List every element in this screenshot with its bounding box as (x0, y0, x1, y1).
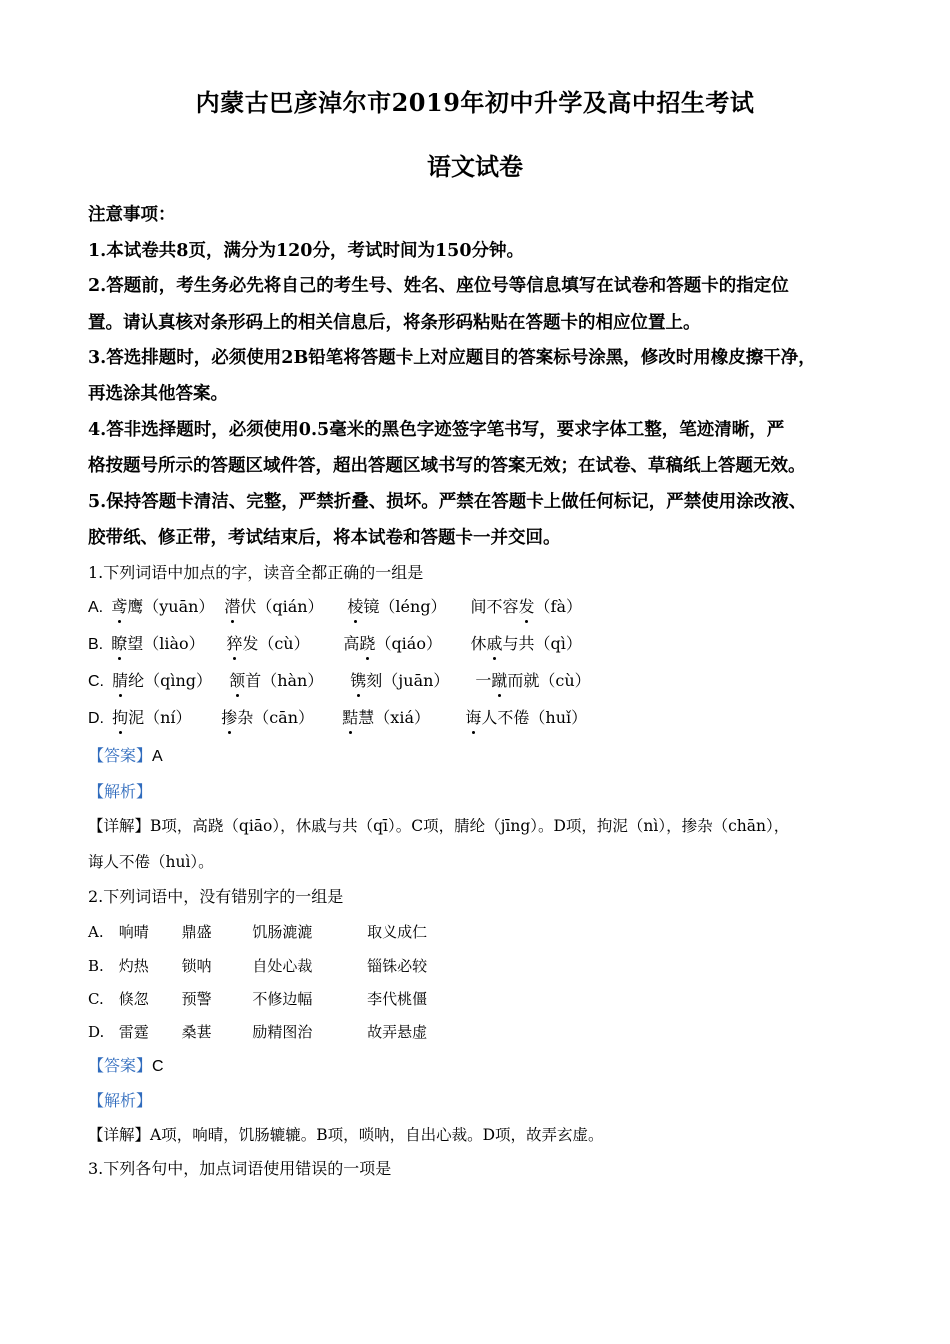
question-2-analysis-tag: 【解析】 (88, 1091, 153, 1110)
question-2-stem: 2.下列词语中，没有错别字的一组是 (88, 887, 344, 906)
question-1-option-d (88, 707, 587, 730)
option-word: 响晴 (118, 923, 149, 941)
option-word: 取义成仁 (367, 923, 428, 941)
option-word: 镌刻（juān） (350, 671, 450, 690)
option-word: 预警 (181, 990, 212, 1008)
notice-line: 4.答非选择题时，必须使用0.5毫米的黑色字迹签字笔书写，要求字体工整，笔迹清晰，严 (88, 420, 785, 440)
question-2-option-a (88, 921, 427, 943)
question-1-analysis-tag: 【解析】 (88, 782, 153, 801)
option-letter: B. (88, 957, 104, 975)
question-1-detail: 诲人不倦（huì）。 (88, 853, 214, 871)
question-1-stem: 1.下列词语中加点的字，读音全都正确的一组是 (88, 563, 424, 582)
question-1-option-a (88, 596, 582, 619)
notice-line: 2.答题前，考生务必先将自己的考生号、姓名、座位号等信息填写在试卷和答题卡的指定位 (88, 276, 789, 296)
question-1-detail: 【详解】B项，高跷（qiāo），休戚与共（qī）。C项，腈纶（jīng）。D项，拘泥（nì），掺杂（chān）， (88, 817, 790, 835)
option-word: 黠慧（xiá） (342, 708, 430, 727)
option-word: 鸢鹰（yuān） (111, 597, 215, 616)
answer-value: A (152, 748, 163, 765)
option-letter: D. (88, 710, 104, 727)
option-word: 猝发（cù） (226, 634, 310, 653)
question-2-answer (88, 1055, 164, 1078)
option-word: 李代桃僵 (367, 990, 428, 1008)
notice-line: 1.本试卷共8页，满分为120分，考试时间为150分钟。 (88, 241, 525, 261)
exam-subtitle: 语文试卷 (427, 152, 523, 181)
option-letter: A. (88, 599, 104, 616)
option-word: 高跷（qiáo） (343, 634, 442, 653)
option-word: 诲人不倦（huǐ） (465, 708, 588, 727)
option-word: 倏忽 (118, 990, 149, 1008)
question-2-option-b (88, 955, 427, 977)
question-1-answer (88, 745, 163, 768)
option-word: 颔首（hàn） (229, 671, 324, 690)
option-word: 一蹴而就（cù） (475, 671, 591, 690)
question-2-detail: 【详解】A项，响晴，饥肠辘辘。B项，唢呐，自出心裁。D项，故弄玄虚。 (88, 1126, 604, 1144)
option-word: 棱镜（léng） (347, 597, 447, 616)
notice-line: 再选涂其他答案。 (88, 384, 228, 404)
notice-heading: 注意事项： (88, 205, 176, 225)
answer-value: C (152, 1058, 164, 1075)
option-word: 锁呐 (181, 957, 212, 975)
option-word: 休戚与共（qì） (470, 634, 582, 653)
option-word: 桑葚 (181, 1023, 212, 1041)
option-word: 潜伏（qián） (224, 597, 324, 616)
question-1-option-b (88, 633, 582, 656)
question-2-option-d (88, 1021, 427, 1043)
notice-line: 5.保持答题卡清洁、完整，严禁折叠、损坏。严禁在答题卡上做任何标记，严禁使用涂改液、 (88, 492, 807, 512)
option-letter: B. (88, 636, 104, 653)
option-word: 腈纶（qìng） (112, 671, 213, 690)
option-word: 饥肠漉漉 (252, 923, 313, 941)
notice-line: 置。请认真核对条形码上的相关信息后，将条形码粘贴在答题卡的相应位置上。 (88, 313, 701, 333)
option-word: 励精图治 (252, 1023, 313, 1041)
option-word: 故弄悬虚 (367, 1023, 428, 1041)
option-word: 拘泥（ní） (112, 708, 192, 727)
option-letter: D. (88, 1023, 105, 1041)
question-2-option-c (88, 988, 427, 1010)
option-word: 鼎盛 (181, 923, 212, 941)
question-1-option-c (88, 670, 591, 693)
option-word: 雷霆 (118, 1023, 149, 1041)
notice-line: 胶带纸、修正带，考试结束后，将本试卷和答题卡一并交回。 (88, 528, 561, 548)
option-word: 锱铢必较 (367, 957, 428, 975)
notice-line: 格按题号所示的答题区域件答，超出答题区域书写的答案无效；在试卷、草稿纸上答题无效。 (88, 456, 806, 476)
answer-tag: 【答案】 (88, 1056, 153, 1075)
option-word: 自处心裁 (252, 957, 313, 975)
option-word: 瞭望（liào） (111, 634, 205, 653)
option-word: 不修边幅 (252, 990, 313, 1008)
option-word: 灼热 (118, 957, 149, 975)
option-letter: A. (88, 923, 104, 941)
answer-tag: 【答案】 (88, 746, 153, 765)
exam-title: 内蒙古巴彦淖尔市2019年初中升学及高中招生考试 (195, 88, 755, 117)
notice-line: 3.答选排题时，必须使用2B铅笔将答题卡上对应题目的答案标号涂黑，修改时用橡皮擦干净， (88, 348, 816, 368)
option-letter: C. (88, 990, 104, 1008)
option-word: 掺杂（cān） (221, 708, 315, 727)
option-word: 间不容发（fà） (470, 597, 582, 616)
question-3-stem: 3.下列各句中，加点词语使用错误的一项是 (88, 1159, 392, 1178)
option-letter: C. (88, 673, 104, 690)
